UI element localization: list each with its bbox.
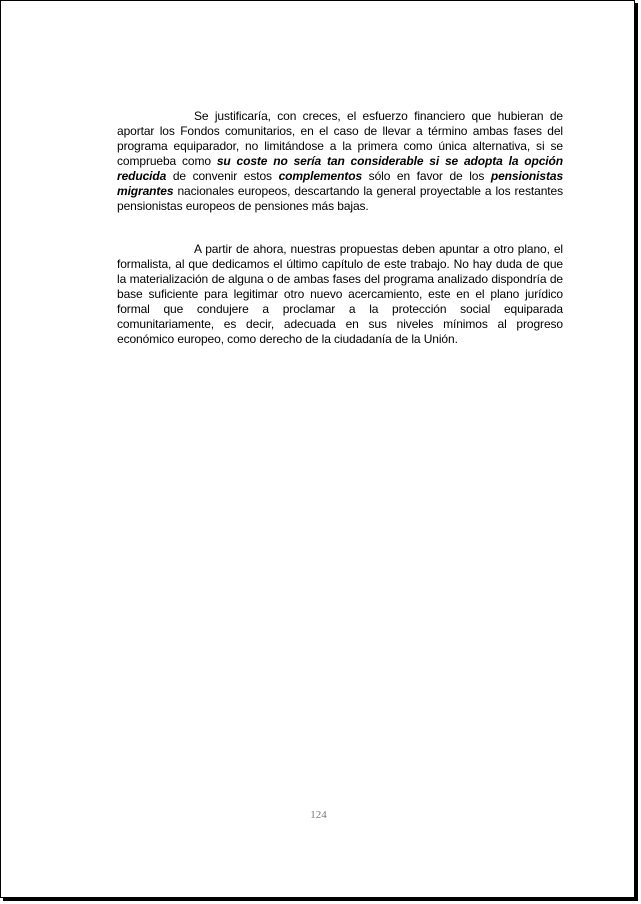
paragraph-1-emphasis-1: su coste no sería tan considerable si se adopta la opción reducida (117, 154, 563, 183)
paragraph-1-emphasis-2: complementos (278, 169, 363, 183)
paragraph-2-text: A partir de ahora, nuestras propuestas deben apuntar a otro plano, el formalista, al que dedicamos el último capítulo de este trabajo. No hay duda de que la materialización de alguna o de ambas fases del programa analizado dispondría de base suficiente para legitimar otro nuevo acercamiento, este en el plano jurídico formal que condujere a proclamar a la protección social equiparada comunitariamente, es decir, adecuada en sus niveles mínimos al progreso económico europeo, como derecho de la ciudadanía de la Unión. (117, 242, 563, 346)
paragraph-1 (117, 109, 563, 214)
paragraph-1-text-3: sólo en favor de los (362, 169, 491, 183)
paragraph-1-text-2: de convenir estos (166, 169, 279, 183)
paragraph-2 (117, 242, 563, 347)
page-number: 124 (310, 809, 327, 821)
paragraph-1-text-4: nacionales europeos, descartando la general proyectable a los restantes pensionistas europeos de pensiones más bajas. (117, 184, 563, 213)
paragraph-1-text-1: Se justificaría, con creces, el esfuerzo financiero que hubieran de aportar los Fondos comunitarios, en el caso de llevar a término ambas fases del programa equiparador, no limitándose a la primera como única alternativa, si se comprueba como (117, 109, 563, 168)
paragraph-1-emphasis-3: pensionistas migrantes (117, 169, 564, 198)
